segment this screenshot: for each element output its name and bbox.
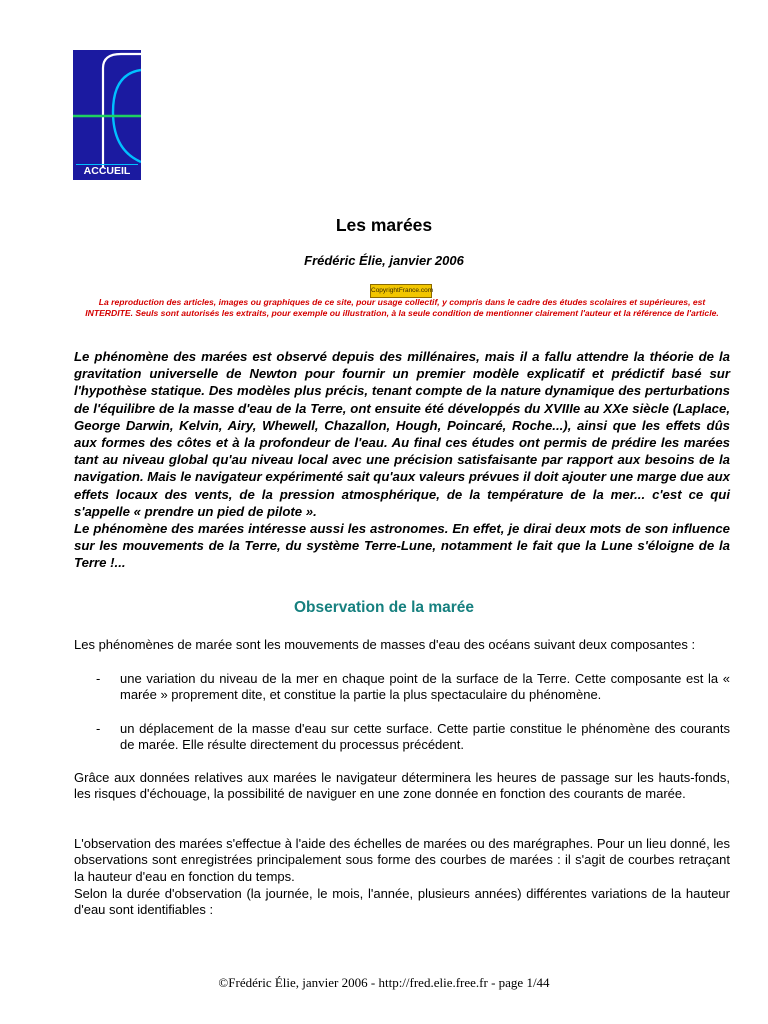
intro-block [74,348,730,572]
home-logo-label: ACCUEIL [76,164,138,178]
body-paragraph: Selon la durée d'observation (la journée, le mois, l'année, plusieurs années) différentes variations de la hauteur d'eau sont identifiables : [74,886,730,918]
section-title: Observation de la marée [293,599,475,616]
intro-paragraph: Le phénomène des marées intéresse aussi les astronomes. En effet, je dirai deux mots de son influence sur les mouvements de la Terre, du système Terre-Lune, notamment le fait que la Lune s'éloigne de la Terre !... [74,521,730,571]
copyright-badge[interactable]: CopyrightFrance.com [370,284,432,298]
body-paragraph: Grâce aux données relatives aux marées le navigateur déterminera les heures de passage sur les hauts-fonds, les risques d'échouage, la possibilité de naviguer en une zone donnée en fonction des courants de marée. [74,770,730,802]
intro-paragraph: Le phénomène des marées est observé depuis des millénaires, mais il a fallu attendre la théorie de la gravitation universelle de Newton pour fournir un premier modèle explicatif et prédictif basé sur l'hypothèse statique. Des modèles plus précis, tenant compte de la nature dynamique des perturbations de l'équilibre de la masse d'eau de la Terre, ont ensuite été développés du XVIIIe au XXe siècle (Laplace, George Darwin, Kelvin, Airy, Whewell, Chazallon, Hough, Poincaré, Roche...), ainsi que les effets dûs aux formes des côtes et à la profondeur de l'eau. Au final ces études ont permis de prédire les marées tant au niveau global qu'au niveau local avec une précision satisfaisante par rapport aux besoins de la navigation. Mais le navigateur expérimenté sait qu'aux valeurs prévues il doit ajouter une marge due aux effets locaux des vents, de la pression atmosphérique, de la température de la mer... c'est ce qui s'appelle « prendre un pied de pilote ». [74,349,730,519]
author-date: Frédéric Élie, janvier 2006 [304,253,464,268]
page-footer: ©Frédéric Élie, janvier 2006 - http://fred.elie.free.fr - page 1/44 [218,975,550,990]
body-paragraph: L'observation des marées s'effectue à l'aide des échelles de marées ou des marégraphes. Pour un lieu donné, les observations sont enregistrées principalement sous forme des courbes de marées : il s'agit de courbes retraçant la hauteur d'eau en fonction du temps. [74,836,730,884]
list-item [74,721,730,754]
list-dash: - [96,721,101,736]
fe-logo-icon [73,50,141,180]
page-title: Les marées [335,215,433,235]
list-item-text: un déplacement de la masse d'eau sur cette surface. Cette partie constitue le phénomène des courants de marée. Elle résulte directement du processus précédent. [120,721,730,753]
list-item [74,671,730,704]
list-dash: - [96,671,101,686]
list-item-text: une variation du niveau de la mer en chaque point de la surface de la Terre. Cette composante est la « marée » proprement dite, et constitue la partie la plus spectaculaire du phénomène. [120,671,730,703]
home-logo-link[interactable] [73,50,141,180]
copyright-notice: La reproduction des articles, images ou graphiques de ce site, pour usage collectif, y compris dans le cadre des études scolaires et supérieures, est INTERDITE. Seuls sont autorisés les extraits, pour exemple ou illustration, à la seule condition de mentionner clairement l'auteur et la référence de l'article. [85,297,719,318]
body-paragraph: Les phénomènes de marée sont les mouvements de masses d'eau des océans suivant deux composantes : [74,637,696,652]
